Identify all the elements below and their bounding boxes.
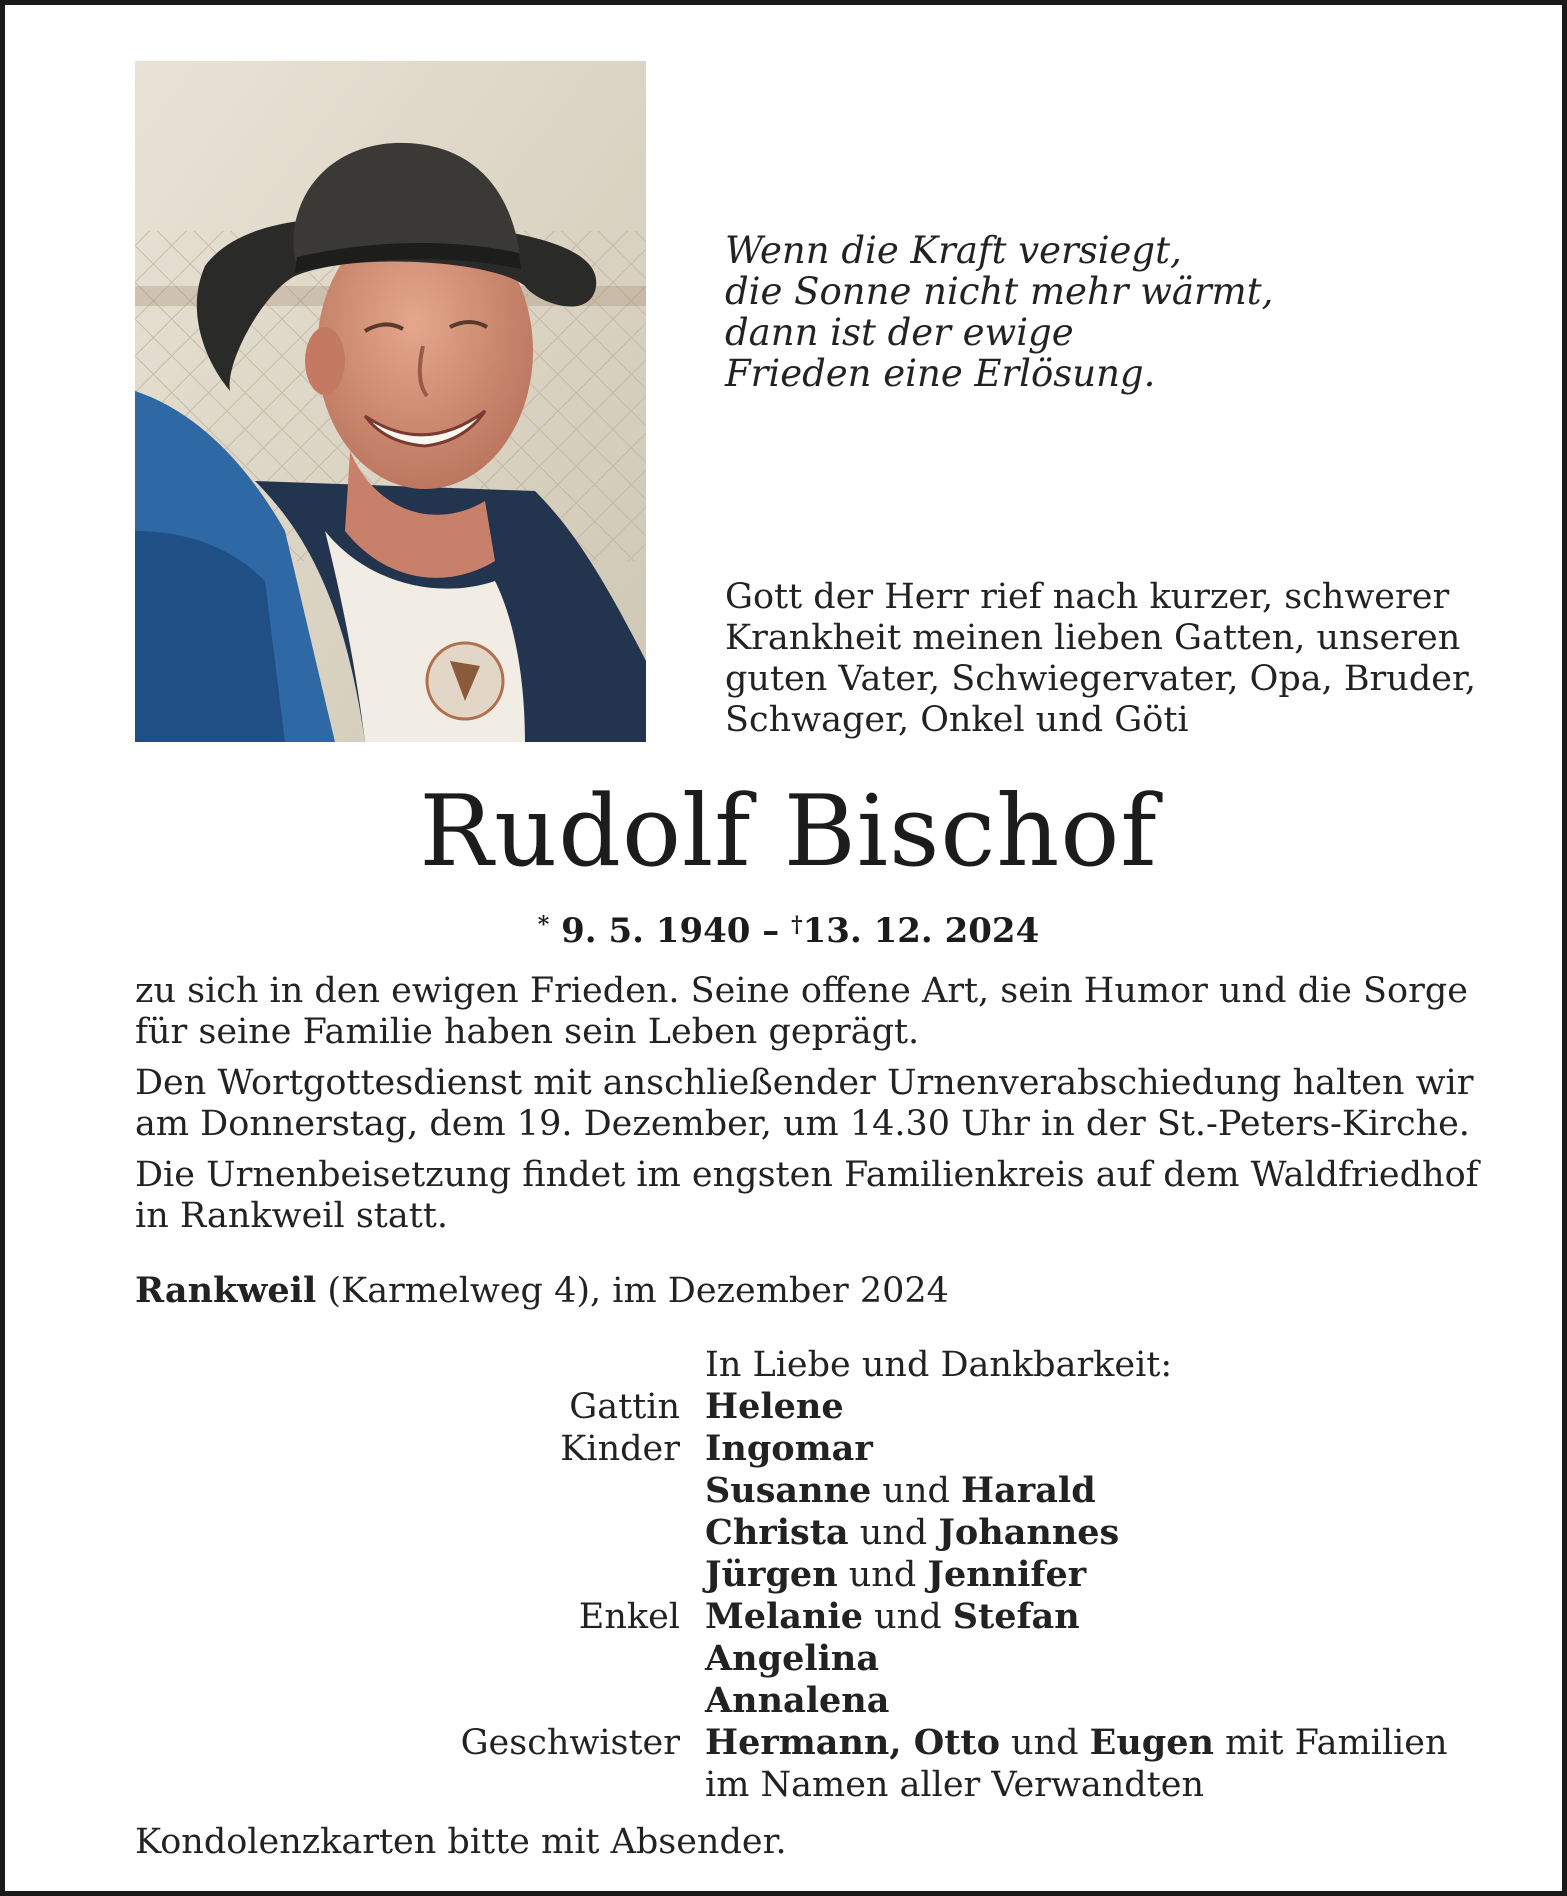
body-line: für seine Familie haben sein Leben geprägt. <box>135 1012 920 1052</box>
family-name: Ingomar <box>705 1428 873 1469</box>
family-name: Jürgen <box>705 1554 838 1595</box>
family-name: Annalena <box>705 1680 890 1721</box>
family-row <box>5 1680 1567 1722</box>
family-names <box>705 1428 873 1470</box>
family-name: Melanie <box>705 1596 863 1637</box>
poem-line: Wenn die Kraft versiegt, <box>725 229 1182 272</box>
family-row-gattin <box>5 1386 1567 1428</box>
intro-line: Gott der Herr rief nach kurzer, schwerer <box>725 577 1450 617</box>
family-names <box>705 1470 1096 1512</box>
family-name: Susanne <box>705 1470 872 1511</box>
place-rest: (Karmelweg 4), im Dezember 2024 <box>316 1271 949 1311</box>
intro-line: Krankheit meinen lieben Gatten, unseren <box>725 618 1461 658</box>
family-row-kinder <box>5 1428 1567 1470</box>
family-names <box>705 1722 1447 1764</box>
life-dates <box>5 903 1567 953</box>
portrait-photo <box>135 61 646 742</box>
family-names <box>705 1386 844 1428</box>
family-suffix: mit Familien <box>1213 1723 1448 1763</box>
family-conjunction: und <box>999 1723 1090 1763</box>
poem-line: die Sonne nicht mehr wärmt, <box>725 270 1274 313</box>
family-label: Geschwister <box>460 1723 680 1763</box>
intro-text <box>725 577 1476 741</box>
family-name: Johannes <box>938 1512 1120 1553</box>
birth-date: 9. 5. 1940 <box>561 911 751 951</box>
family-names <box>705 1512 1119 1554</box>
body-line: zu sich in den ewigen Frieden. Seine offene Art, sein Humor und die Sorge <box>135 971 1468 1011</box>
family-label: Kinder <box>560 1429 680 1469</box>
body-line: am Donnerstag, dem 19. Dezember, um 14.30 Uhr in der St.-Peters-Kirche. <box>135 1104 1470 1144</box>
body-text <box>135 971 1479 1247</box>
place-town: Rankweil <box>135 1270 317 1311</box>
family-name: Eugen <box>1089 1722 1214 1763</box>
family-row <box>5 1638 1567 1680</box>
place-date-line <box>135 1270 1435 1312</box>
body-paragraph <box>135 1063 1474 1145</box>
family-row <box>5 1764 1567 1806</box>
family-conjunction: und <box>848 1513 939 1553</box>
body-paragraph <box>135 1155 1479 1237</box>
poem <box>725 230 1285 394</box>
footer-note: Kondolenzkarten bitte mit Absender. <box>135 1822 787 1862</box>
closing-phrase: In Liebe und Dankbarkeit: <box>705 1345 1173 1385</box>
body-line: Die Urnenbeisetzung findet im engsten Familienkreis auf dem Waldfriedhof <box>135 1155 1479 1195</box>
family-label: Gattin <box>569 1387 680 1427</box>
intro-line: guten Vater, Schwiegervater, Opa, Bruder, <box>725 659 1476 699</box>
family-name: Angelina <box>705 1638 880 1679</box>
body-line: in Rankweil statt. <box>135 1196 448 1236</box>
family-conjunction: und <box>863 1597 953 1637</box>
family-conjunction: und <box>837 1555 928 1595</box>
date-separator: – <box>762 911 780 951</box>
family-conjunction: und <box>871 1471 962 1511</box>
family-row <box>5 1512 1567 1554</box>
intro-line: Schwager, Onkel und Göti <box>725 700 1189 740</box>
body-line: Den Wortgottesdienst mit anschließender Urnenverabschiedung halten wir <box>135 1063 1474 1103</box>
family-label: Enkel <box>578 1597 680 1637</box>
family-list <box>5 1386 1567 1806</box>
family-names <box>705 1638 879 1680</box>
poem-line: dann ist der ewige <box>725 311 1074 354</box>
death-symbol: † <box>791 912 803 938</box>
birth-symbol: * <box>537 912 550 938</box>
poem-line: Frieden eine Erlösung. <box>725 352 1156 395</box>
family-names <box>705 1596 1080 1638</box>
family-name: Jennifer <box>927 1554 1087 1595</box>
death-date: 13. 12. 2024 <box>802 911 1040 951</box>
family-names <box>705 1680 889 1722</box>
family-name: Stefan <box>952 1596 1080 1637</box>
deceased-name: Rudolf Bischof <box>419 775 1158 889</box>
family-row-enkel <box>5 1596 1567 1638</box>
family-name: Helene <box>705 1386 844 1427</box>
family-row <box>5 1554 1567 1596</box>
family-names <box>705 1554 1086 1596</box>
family-row-geschwister <box>5 1722 1567 1764</box>
body-paragraph <box>135 971 1468 1053</box>
family-name: Christa <box>705 1512 849 1553</box>
family-name: Harald <box>961 1470 1096 1511</box>
family-row <box>5 1470 1567 1512</box>
family-verwandten: im Namen aller Verwandten <box>705 1765 1204 1805</box>
family-name: Hermann, Otto <box>705 1722 1000 1763</box>
